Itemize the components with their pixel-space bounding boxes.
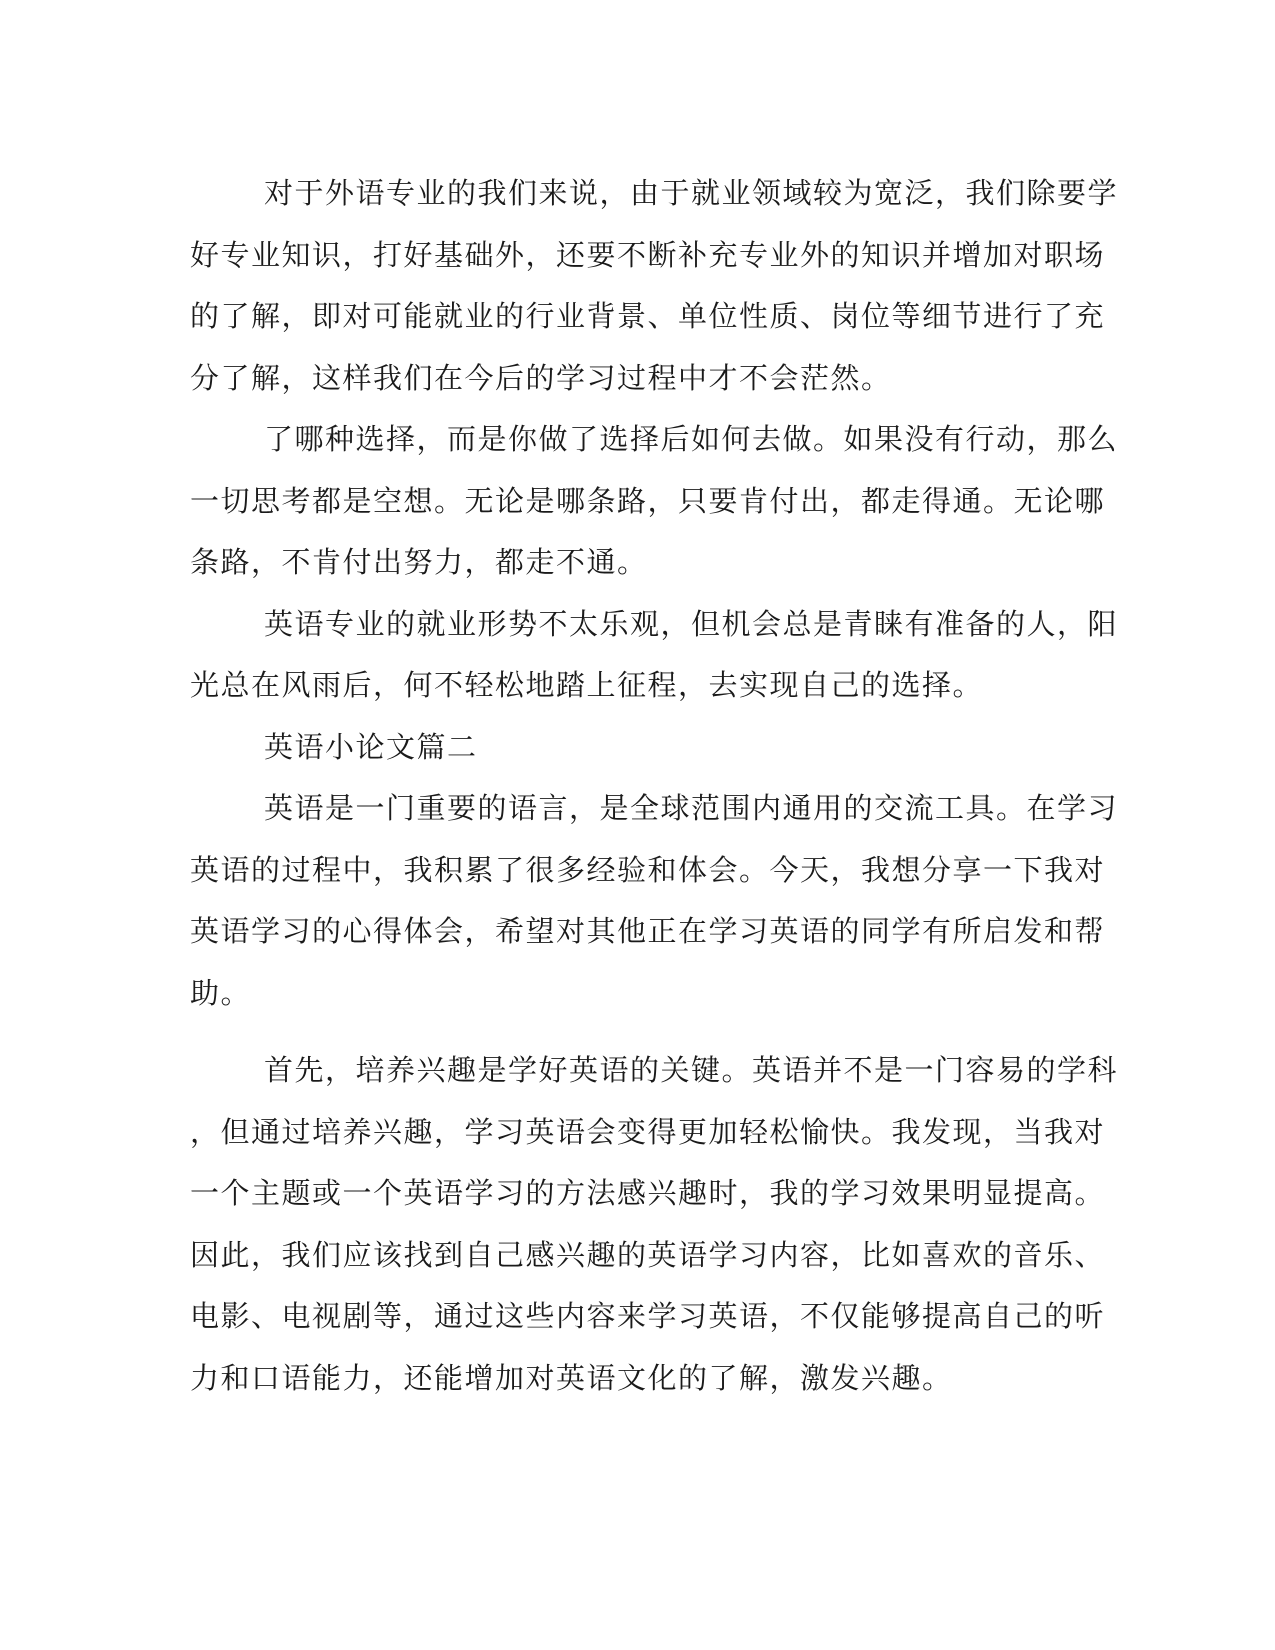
section-heading bbox=[190, 717, 1090, 779]
text-line: 条路，不肯付出努力，都走不通。 bbox=[190, 545, 648, 579]
document-body bbox=[190, 163, 1119, 1409]
text-line: 一个主题或一个英语学习的方法感兴趣时，我的学习效果明显提高。 bbox=[190, 1176, 1106, 1210]
text-line: 对于外语专业的我们来说，由于就业领域较为宽泛，我们除要学 bbox=[264, 176, 1119, 210]
text-line: 电影、电视剧等，通过这些内容来学习英语，不仅能够提高自己的听 bbox=[190, 1299, 1106, 1333]
text-line: 助。 bbox=[190, 975, 252, 1010]
text-line: ，但通过培养兴趣，学习英语会变得更加轻松愉快。我发现，当我对 bbox=[190, 1114, 1106, 1149]
text-line: 的了解，即对可能就业的行业背景、单位性质、岗位等细节进行了充 bbox=[190, 299, 1106, 333]
paragraph-choice-action bbox=[190, 409, 1119, 594]
text-line: 好专业知识，打好基础外，还要不断补充专业外的知识并增加对职场 bbox=[190, 237, 1106, 272]
text-line: 分了解，这样我们在今后的学习过程中才不会茫然。 bbox=[190, 360, 892, 395]
paragraph-english-intro bbox=[190, 778, 1119, 1024]
paragraph-career-knowledge bbox=[190, 163, 1119, 409]
text-line: 英语专业的就业形势不太乐观，但机会总是青睐有准备的人，阳 bbox=[264, 606, 1119, 641]
paragraph-interest bbox=[190, 1040, 1119, 1409]
text-line: 英语学习的心得体会，希望对其他正在学习英语的同学有所启发和帮 bbox=[190, 914, 1106, 948]
text-line: 首先，培养兴趣是学好英语的关键。英语并不是一门容易的学科 bbox=[264, 1053, 1119, 1087]
text-line: 英语是一门重要的语言，是全球范围内通用的交流工具。在学习 bbox=[264, 791, 1119, 825]
text-line: 因此，我们应该找到自己感兴趣的英语学习内容，比如喜欢的音乐、 bbox=[190, 1237, 1106, 1272]
text-line: 力和口语能力，还能增加对英语文化的了解，激发兴趣。 bbox=[190, 1360, 953, 1395]
text-line: 了哪种选择，而是你做了选择后如何去做。如果没有行动，那么 bbox=[264, 422, 1119, 456]
text-line: 一切思考都是空想。无论是哪条路，只要肯付出，都走得通。无论哪 bbox=[190, 483, 1106, 518]
paragraph-employment-outlook bbox=[190, 594, 1119, 717]
text-line: 光总在风雨后，何不轻松地踏上征程，去实现自己的选择。 bbox=[190, 668, 984, 702]
paragraph-gap bbox=[190, 1024, 1090, 1040]
text-line: 英语的过程中，我积累了很多经验和体会。今天，我想分享一下我对 bbox=[190, 852, 1106, 887]
heading-text: 英语小论文篇二 bbox=[264, 729, 478, 764]
